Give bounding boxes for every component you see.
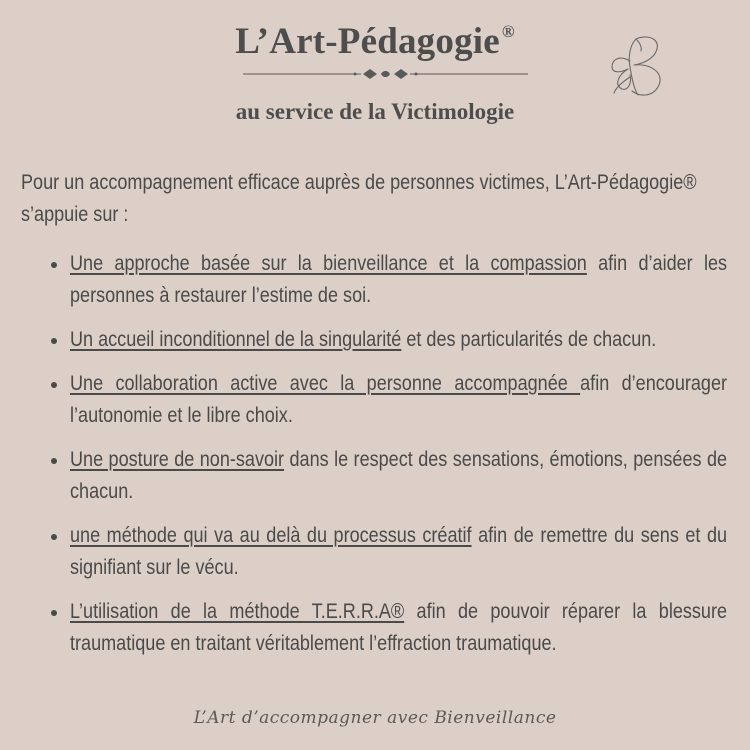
bullet-icon (51, 458, 57, 464)
list-item-underlined: Une collaboration active avec la personne accompagnée (70, 372, 581, 395)
list-item (48, 520, 728, 584)
divider-ornament-icon (243, 66, 528, 82)
list-item-text (70, 596, 727, 660)
list-item-underlined: une méthode qui va au delà du processus créatif (70, 524, 472, 547)
list-item-text (70, 324, 727, 356)
footer-tagline: L’Art d’accompagner avec Bienveillance (193, 708, 557, 728)
list-item (48, 596, 728, 660)
list-item (48, 248, 728, 312)
list-item-rest: afin d’encourager l’autonomie et le libre choix. (70, 372, 728, 427)
list-item-underlined: Une approche basée sur la bienveillance et la compassion (70, 252, 587, 275)
list-item-rest: dans le respect des sensations, émotions, pensées de chacun. (70, 448, 728, 503)
butterfly-b-monogram-icon (606, 31, 670, 101)
list-item-rest: afin d’aider les personnes à restaurer l’estime de soi. (70, 252, 728, 307)
bullet-list (48, 248, 728, 672)
list-item-underlined: L’utilisation de la méthode T.E.R.R.A® (70, 600, 405, 623)
list-item-rest: afin de remettre du sens et du signifiant sur le vécu. (70, 524, 728, 579)
list-item-rest: afin de pouvoir réparer la blessure traumatique en traitant véritablement l’effraction traumatique. (70, 600, 728, 655)
list-item-underlined: Une posture de non-savoir (70, 448, 285, 471)
bullet-icon (51, 382, 57, 388)
list-item-rest: et des particularités de chacun. (401, 328, 657, 351)
list-item-text (70, 444, 727, 508)
title-text: L’Art-Pédagogie (235, 21, 500, 62)
list-item-underlined: Un accueil inconditionnel de la singularité (70, 328, 402, 351)
bullet-icon (51, 338, 57, 344)
bullet-icon (51, 534, 57, 540)
intro-paragraph: Pour un accompagnement efficace auprès de personnes victimes, L’Art-Pédagogie® s’appuie sur : (21, 171, 697, 226)
list-item-text (70, 520, 727, 584)
list-item (48, 324, 728, 356)
list-item-text (70, 248, 727, 312)
list-item (48, 444, 728, 508)
bullet-icon (51, 262, 57, 268)
list-item-text (70, 368, 727, 432)
bullet-icon (51, 610, 57, 616)
list-item (48, 368, 728, 432)
page-subtitle: au service de la Victimologie (235, 99, 515, 124)
registered-mark: ® (501, 22, 515, 41)
